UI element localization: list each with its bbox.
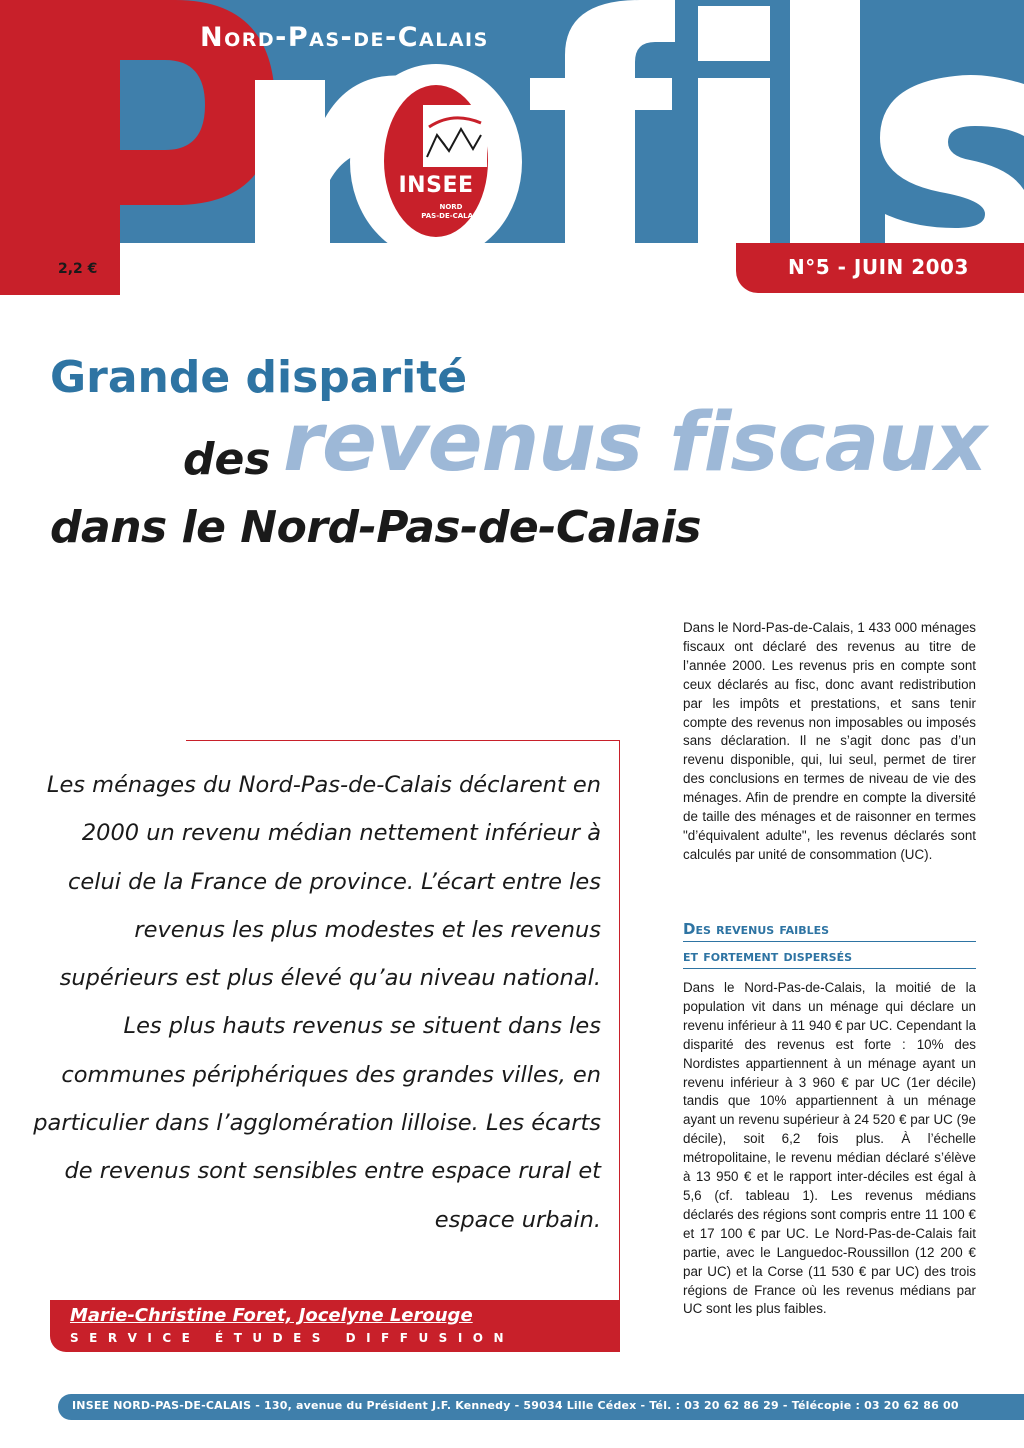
wordmark-letter-f <box>530 0 675 243</box>
masthead <box>0 0 1024 300</box>
section-heading-rule-2 <box>683 968 976 969</box>
footer-bar <box>58 1394 1024 1420</box>
wordmark-letter-i <box>698 78 770 243</box>
headline-line-2-prefix: des <box>183 434 271 485</box>
insee-logo-sub-1: NORD <box>439 203 463 211</box>
price-label: 2,2 € <box>58 261 98 277</box>
wordmark-letter-s <box>880 75 1024 243</box>
headline-line-2-emphasis: revenus fiscaux <box>283 396 987 490</box>
authors-service: SERVICE ÉTUDES DIFFUSION <box>70 1331 515 1345</box>
wordmark-letter-i-dot <box>698 6 770 61</box>
section-heading-rule-1 <box>683 941 976 942</box>
section-heading-line-2: et fortement dispersés <box>683 947 853 965</box>
wordmark-letter-l <box>790 0 860 243</box>
intro-paragraph: Dans le Nord-Pas-de-Calais, 1 433 000 ménages fiscaux ont déclaré des revenus au titre de l’année 2000. Les revenus pris en compte sont ceux déclarés au fisc, donc avant redistribution par les impôts et prestations, et sans tenir compte des revenus non imposables ou imposés sans déclaration. Il ne s’agit donc pas d’un revenu disponible, qui, lui seul, permet de tirer des conclusions en termes de niveau de vie des ménages. Afin de prendre en compte la diversité de taille des ménages et de raisonner en termes "d’équivalent adulte", les revenus déclarés sont calculés par unité de consommation (UC). <box>683 620 976 862</box>
summary-box <box>33 740 620 1308</box>
headline-line-3: dans le Nord-Pas-de-Calais <box>50 502 701 553</box>
insee-logo-sub-2: PAS-DE-CALAIS <box>421 212 481 220</box>
insee-logo-name: INSEE <box>398 173 474 198</box>
issue-tab <box>736 243 1024 293</box>
headline-line-1: Grande disparité <box>50 352 468 403</box>
footer-contact: INSEE NORD-PAS-DE-CALAIS - 130, avenue du Président J.F. Kennedy - 59034 Lille Cédex - Tél. : 03 20 62 86 29 - Télécopie : 03 20 62 86 00 <box>72 1399 959 1412</box>
insee-logo-emblem <box>423 105 487 167</box>
authors-names: Marie-Christine Foret, Jocelyne Lerouge <box>70 1305 473 1326</box>
section-heading-line-1: Des revenus faibles <box>683 920 830 938</box>
issue-label: N°5 - JUIN 2003 <box>788 255 969 279</box>
insee-logo <box>381 82 491 240</box>
authors-band <box>50 1300 620 1352</box>
summary-text: Les ménages du Nord-Pas-de-Calais déclarent en 2000 un revenu médian nettement inférieur à celui de la France de province. L’écart entre les revenus les plus modestes et les revenus supérieurs est plus élevé qu’au niveau national. Les plus hauts revenus se situent dans les communes périphériques des grandes villes, en particulier dans l’agglomération lilloise. Les écarts de revenus sont sensibles entre espace rural et espace urbain. <box>33 772 601 1233</box>
region-name: Nord-Pas-de-Calais <box>200 22 489 53</box>
insee-emblem-icon <box>423 105 487 167</box>
section-paragraph: Dans le Nord-Pas-de-Calais, la moitié de la population vit dans un ménage qui déclare un revenu inférieur à 11 940 € par UC. Cependant la disparité des revenus est forte : 10% des Nordistes appartiennent à un ménage ayant un revenu inférieur à 3 960 € par UC (1er décile) tandis que 10% appartiennent à un ménage ayant un revenu supérieur à 24 520 € par UC (9e décile), soit 6,2 fois plus. À l’échelle métropolitaine, le revenu médian déclaré s’élève à 13 950 € et le rapport inter-déciles est égal à 5,6 (cf. tableau 1). Les revenus médians déclarés des régions sont compris entre 11 100 € et 17 100 € par UC. Le Nord-Pas-de-Calais fait partie, avec le Languedoc-Roussillon (12 200 € par UC) et la Corse (11 530 € par UC) des trois régions de France où les revenus médians par UC sont les plus faibles. <box>683 980 976 1317</box>
section-heading <box>683 916 976 970</box>
